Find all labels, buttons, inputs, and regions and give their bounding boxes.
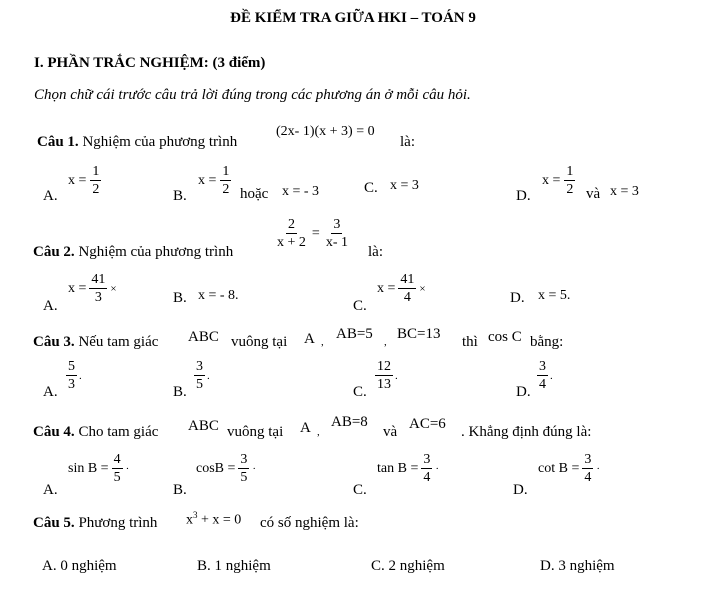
q3-option-b-letter[interactable]: B. [173, 384, 187, 400]
q4-b-tail: · [252, 462, 257, 475]
q3-option-d-letter[interactable]: D. [516, 384, 531, 400]
q2-a-den: 3 [94, 290, 102, 306]
instruction-text: Chọn chữ cái trước câu trả lời đúng trong các phương án ở mỗi câu hỏi. [34, 87, 471, 103]
q3-t2: vuông tại [231, 334, 288, 350]
q4-d-fraction [582, 452, 593, 486]
q4-option-c-letter[interactable]: C. [353, 482, 367, 498]
q2-c-den: 4 [403, 290, 411, 306]
question-2-label: Câu 2. [33, 244, 75, 260]
q1-a-den: 2 [92, 182, 100, 198]
q5-option-b[interactable]: B. 1 nghiệm [197, 558, 271, 574]
q3-t3: thì [462, 334, 478, 350]
q3-a-tail: . [79, 369, 82, 382]
q2-option-c[interactable] [377, 272, 426, 306]
q3-option-b[interactable] [194, 359, 210, 393]
q1-a-fraction [90, 164, 101, 198]
q1-d-mid: và [586, 186, 601, 202]
q4-vertex: A [300, 420, 311, 436]
q4-triangle: ABC [188, 418, 219, 434]
q2-right-fraction [324, 217, 350, 251]
q1-option-d[interactable] [542, 164, 575, 198]
q3-bc: BC=13 [397, 326, 441, 342]
question-5-equation [186, 510, 241, 529]
q4-option-b-letter[interactable]: B. [173, 482, 187, 498]
q4-b-num: 3 [238, 452, 249, 469]
q4-a-lhs: sin B = [68, 460, 109, 476]
q5-option-d[interactable]: D. 3 nghiệm [540, 558, 615, 574]
q4-d-num: 3 [582, 452, 593, 469]
q1-b-lhs: x = [198, 172, 217, 188]
question-2 [33, 244, 233, 261]
q2-left-num: 2 [286, 217, 297, 234]
q2-left-den: x + 2 [277, 235, 306, 251]
q3-vertex: A [304, 331, 315, 347]
q2-option-c-letter[interactable]: C. [353, 298, 367, 314]
q2-option-d-letter[interactable]: D. [510, 290, 525, 306]
question-2-equation [275, 217, 350, 251]
question-5-label: Câu 5. [33, 515, 75, 531]
q3-b-num: 3 [194, 359, 205, 376]
q5-option-a[interactable]: A. 0 nghiệm [42, 558, 117, 574]
q1-option-a[interactable] [68, 164, 101, 198]
question-5-text: Phương trình [78, 515, 158, 531]
q1-d-fraction [564, 164, 575, 198]
question-4-t1: Cho tam giác [78, 424, 159, 440]
q3-b-tail: . [207, 369, 210, 382]
q3-option-c-letter[interactable]: C. [353, 384, 367, 400]
q2-a-lhs: x = [68, 280, 87, 296]
q2-a-num: 41 [89, 272, 107, 289]
q3-d-den: 4 [539, 377, 546, 393]
q4-b-fraction [238, 452, 249, 486]
q4-ac: AC=6 [409, 416, 446, 432]
q3-option-d[interactable] [537, 359, 553, 393]
q1-option-d-letter[interactable]: D. [516, 188, 531, 204]
q4-option-c[interactable] [377, 452, 439, 486]
q4-and: và [383, 424, 398, 440]
q2-option-b[interactable]: x = - 8. [198, 288, 239, 303]
q4-a-num: 4 [112, 452, 123, 469]
q1-d-lhs: x = [542, 172, 561, 188]
q2-c-num: 41 [398, 272, 416, 289]
q2-c-fraction [398, 272, 416, 306]
q1-b-rhs: x = - 3 [282, 184, 320, 199]
question-5-suffix: có số nghiệm là: [260, 515, 359, 531]
q3-ab: AB=5 [336, 326, 373, 342]
q1-b-den: 2 [222, 182, 230, 198]
q5-base: x [186, 512, 193, 528]
q4-c-fraction [421, 452, 432, 486]
q5-rest: + x = 0 [201, 512, 242, 528]
q4-a-den: 5 [113, 470, 121, 486]
q4-ab: AB=8 [331, 414, 368, 430]
q1-option-b[interactable] [198, 164, 231, 198]
q4-d-lhs: cot B = [538, 460, 580, 476]
q4-option-b[interactable] [196, 452, 256, 486]
q2-equals: = [311, 225, 320, 241]
q1-option-a-letter[interactable]: A. [43, 188, 58, 204]
q1-b-fraction [220, 164, 231, 198]
q3-c-fraction [375, 359, 393, 393]
q4-c-tail: · [435, 462, 440, 475]
q3-d-num: 3 [537, 359, 548, 376]
q4-c-num: 3 [421, 452, 432, 469]
q3-a-fraction [66, 359, 77, 393]
q2-c-tail: × [419, 282, 426, 295]
question-1-suffix: là: [400, 134, 415, 150]
q1-option-c[interactable]: x = 3 [390, 178, 419, 193]
q2-left-fraction [275, 217, 308, 251]
q1-d-num: 1 [564, 164, 575, 181]
q3-cos: cos C [488, 329, 522, 345]
q1-d-den: 2 [566, 182, 574, 198]
q2-option-a-letter[interactable]: A. [43, 298, 58, 314]
q3-option-a-letter[interactable]: A. [43, 384, 58, 400]
question-2-suffix: là: [368, 244, 383, 260]
q2-right-num: 3 [331, 217, 342, 234]
q4-d-den: 4 [584, 470, 592, 486]
q4-t3: . Khẳng định đúng là: [461, 424, 592, 440]
q2-option-d[interactable]: x = 5. [538, 288, 571, 303]
q1-b-mid: hoặc [240, 186, 269, 202]
q4-option-a-letter[interactable]: A. [43, 482, 58, 498]
q3-t4: bằng: [530, 334, 564, 350]
q1-b-num: 1 [220, 164, 231, 181]
q2-right-den: x- 1 [325, 235, 348, 251]
question-1-equation: (2x- 1)(x + 3) = 0 [276, 124, 375, 139]
question-2-text: Nghiệm của phương trình [78, 244, 234, 260]
q5-option-c[interactable]: C. 2 nghiệm [371, 558, 445, 574]
q3-comma2: , [384, 336, 387, 348]
q3-b-den: 5 [196, 377, 203, 393]
q4-a-fraction [112, 452, 123, 486]
q4-comma1: , [317, 426, 320, 438]
q4-option-d[interactable] [538, 452, 600, 486]
q3-a-num: 5 [66, 359, 77, 376]
q4-option-d-letter[interactable]: D. [513, 482, 528, 498]
q4-b-den: 5 [240, 470, 248, 486]
q2-c-lhs: x = [377, 280, 396, 296]
q3-d-fraction [537, 359, 548, 393]
q1-d-rhs: x = 3 [610, 184, 639, 199]
q3-c-num: 12 [375, 359, 393, 376]
question-4-label: Câu 4. [33, 424, 75, 440]
q4-c-den: 4 [423, 470, 431, 486]
q4-t2: vuông tại [227, 424, 284, 440]
question-1-text: Nghiệm của phương trình [82, 134, 238, 150]
q2-a-fraction [89, 272, 107, 306]
q1-option-b-letter[interactable]: B. [173, 188, 187, 204]
q4-d-tail: · [596, 462, 601, 475]
page-title: ĐỀ KIỂM TRA GIỮA HKI – TOÁN 9 [230, 10, 476, 26]
q3-option-a[interactable] [66, 359, 82, 393]
q1-a-lhs: x = [68, 172, 87, 188]
question-3 [33, 334, 158, 351]
q3-triangle: ABC [188, 329, 219, 345]
q3-b-fraction [194, 359, 205, 393]
q3-c-tail: . [395, 369, 398, 382]
question-1-label: Câu 1. [37, 134, 79, 150]
q2-option-b-letter[interactable]: B. [173, 290, 187, 306]
question-3-t1: Nếu tam giác [78, 334, 159, 350]
q4-a-tail: · [125, 462, 130, 475]
q5-exponent: 3 [193, 510, 198, 520]
question-4 [33, 424, 158, 441]
q2-a-tail: × [110, 282, 117, 295]
q3-c-den: 13 [377, 377, 391, 393]
q4-c-lhs: tan B = [377, 460, 419, 476]
section-heading: I. PHẦN TRẮC NGHIỆM: (3 điểm) [34, 55, 266, 71]
q3-a-den: 3 [68, 377, 75, 393]
q3-d-tail: . [550, 369, 553, 382]
question-1 [37, 134, 237, 151]
q2-option-a[interactable] [68, 272, 117, 306]
q1-a-num: 1 [90, 164, 101, 181]
q1-option-c-letter[interactable]: C. [364, 180, 378, 196]
q3-option-c[interactable] [375, 359, 398, 393]
question-3-label: Câu 3. [33, 334, 75, 350]
q3-comma1: , [321, 336, 324, 348]
q4-b-lhs: cosB = [196, 460, 236, 476]
q4-option-a[interactable] [68, 452, 129, 486]
question-5 [33, 515, 157, 532]
